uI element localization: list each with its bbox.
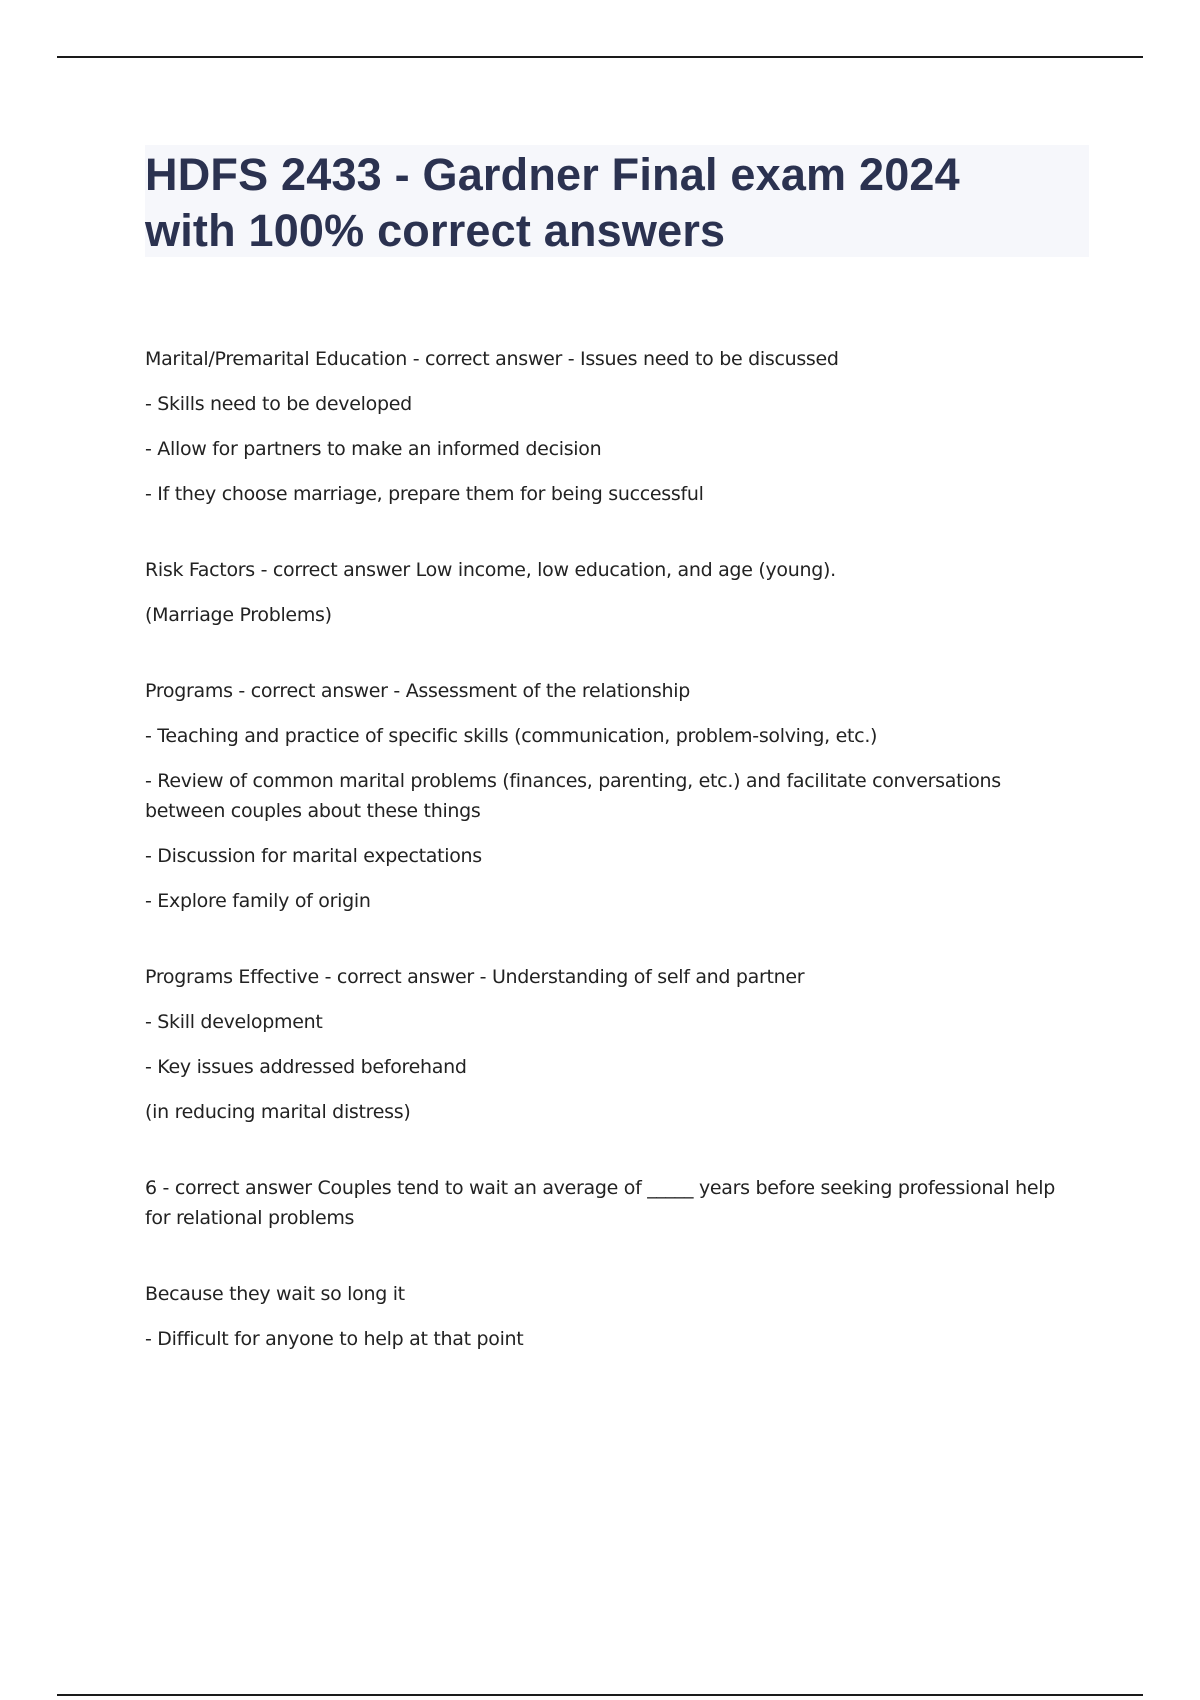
qa-line: - Skill development: [145, 1011, 323, 1033]
qa-line: - Teaching and practice of specific skills (communication, problem-solving, etc.): [145, 725, 878, 747]
qa-line: Because they wait so long it: [145, 1283, 405, 1305]
bottom-rule: [57, 1694, 1143, 1696]
qa-item-programs-effective: [145, 962, 1075, 1127]
qa-item-programs: [145, 676, 1075, 916]
qa-item-wait-long: [145, 1279, 1075, 1354]
document-title: [145, 147, 1089, 259]
qa-line: - If they choose marriage, prepare them for being successful: [145, 483, 704, 505]
qa-line: (in reducing marital distress): [145, 1101, 411, 1123]
qa-item-six-years: [145, 1173, 1075, 1233]
qa-line: 6 - correct answer Couples tend to wait an average of _____ years before seeking professional help for relational problems: [145, 1177, 1055, 1229]
qa-line: - Review of common marital problems (finances, parenting, etc.) and facilitate conversations between couples about these things: [145, 770, 1001, 822]
qa-content: [145, 344, 1075, 1400]
qa-line: (Marriage Problems): [145, 604, 332, 626]
qa-item-marital-education: [145, 344, 1075, 509]
qa-line: - Key issues addressed beforehand: [145, 1056, 467, 1078]
qa-line: Programs - correct answer - Assessment of the relationship: [145, 680, 690, 702]
qa-line: - Skills need to be developed: [145, 393, 412, 415]
qa-item-risk-factors: [145, 555, 1075, 630]
qa-line: - Difficult for anyone to help at that point: [145, 1328, 524, 1350]
qa-line: - Discussion for marital expectations: [145, 845, 482, 867]
top-rule: [57, 56, 1143, 58]
qa-line: - Explore family of origin: [145, 890, 371, 912]
qa-line: Risk Factors - correct answer Low income, low education, and age (young).: [145, 559, 836, 581]
title-line-2: with 100% correct answers: [145, 205, 726, 256]
qa-line: - Allow for partners to make an informed decision: [145, 438, 602, 460]
qa-line: Marital/Premarital Education - correct answer - Issues need to be discussed: [145, 348, 839, 370]
title-banner: [145, 145, 1089, 257]
title-line-1: HDFS 2433 - Gardner Final exam 2024: [145, 149, 960, 200]
qa-line: Programs Effective - correct answer - Understanding of self and partner: [145, 966, 805, 988]
